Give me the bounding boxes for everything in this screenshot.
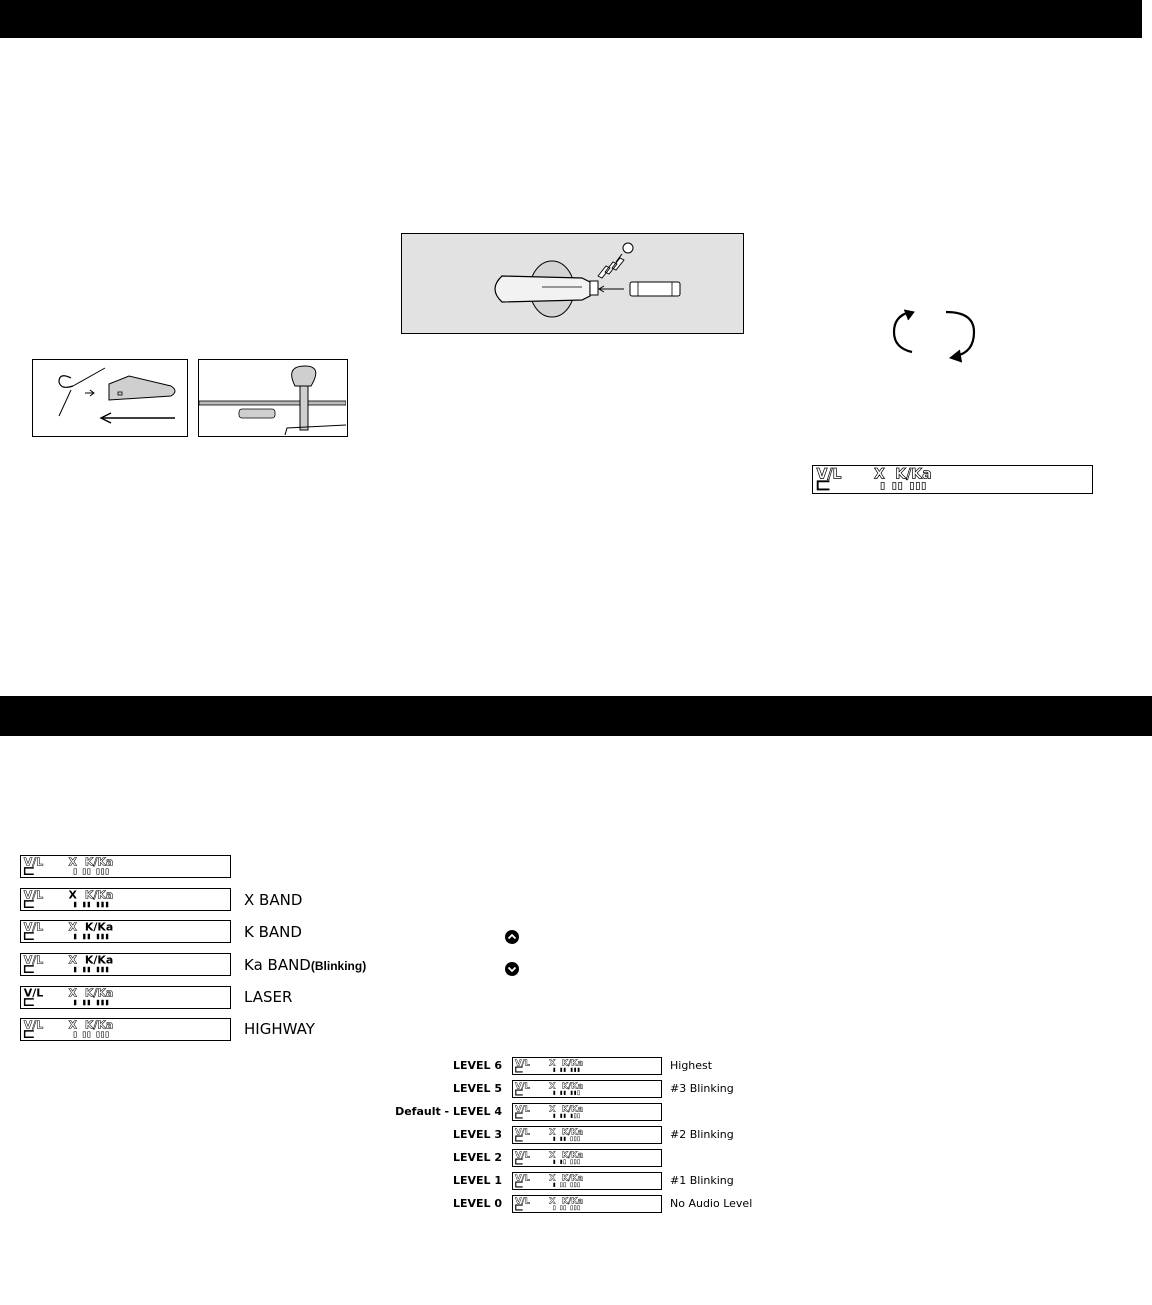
lcd-signal-bar	[893, 482, 896, 489]
lcd-vl-segment: V/L	[515, 1173, 530, 1183]
lcd-city-segment	[516, 1113, 523, 1118]
level-note: #1 Blinking	[670, 1174, 734, 1187]
lcd-signal-bar	[571, 1068, 573, 1072]
lcd-signal-bar	[574, 1206, 576, 1210]
lcd-signal-bar	[574, 1183, 576, 1187]
level-note: No Audio Level	[670, 1197, 753, 1210]
lcd-signal-bar	[83, 1000, 85, 1005]
lcd-kka-segment: K/Ka	[84, 987, 114, 1000]
lcd-signal-bar	[553, 1183, 555, 1187]
fuse-plug-illustration	[401, 233, 744, 334]
lcd-city-segment	[516, 1136, 523, 1141]
lcd-vl-segment: V/L	[515, 1104, 530, 1114]
mount-illustration	[198, 359, 348, 437]
lcd-signal-bar	[97, 1032, 99, 1037]
lcd-signal-bar	[88, 967, 90, 972]
lcd-signal-bar	[571, 1183, 573, 1187]
level-note: #2 Blinking	[670, 1128, 734, 1141]
lcd-signal-bar	[560, 1183, 562, 1187]
lcd-signal-bar	[578, 1068, 580, 1072]
lcd-signal-bar	[74, 902, 76, 907]
clip-illustration	[32, 359, 188, 437]
lcd-vl-segment: V/L	[816, 466, 842, 483]
lcd-city-segment	[25, 999, 34, 1005]
lcd-signal-bar	[74, 1032, 76, 1037]
lcd-signal-bar	[881, 482, 884, 489]
lcd-kka-segment: K/Ka	[84, 921, 114, 934]
lcd-vl-segment: V/L	[23, 921, 44, 934]
level-label: LEVEL 2	[452, 1151, 502, 1164]
lcd-signal-bar	[578, 1206, 580, 1210]
band-display	[20, 888, 231, 911]
band-display	[20, 920, 231, 943]
lcd-x-segment: X	[68, 856, 77, 869]
lcd-city-segment	[516, 1090, 523, 1095]
lcd-signal-bar	[74, 934, 76, 939]
lcd-signal-bar	[564, 1068, 566, 1072]
lcd-signal-bar	[560, 1114, 562, 1118]
section-header-bar	[0, 696, 1152, 736]
lcd-signal-bar	[83, 902, 85, 907]
lcd-signal-bar	[83, 1032, 85, 1037]
level-display	[512, 1103, 662, 1121]
cycle-arrows-icon	[886, 306, 982, 366]
lcd-signal-bar	[578, 1114, 580, 1118]
lcd-signal-bar	[74, 869, 76, 874]
lcd-kka-segment: K/Ka	[84, 954, 114, 967]
lcd-kka-segment: K/Ka	[561, 1150, 584, 1160]
lcd-signal-bar	[74, 1000, 76, 1005]
band-display	[20, 953, 231, 976]
level-display	[512, 1172, 662, 1190]
lcd-signal-bar	[83, 869, 85, 874]
level-display	[512, 1149, 662, 1167]
lcd-signal-bar	[97, 902, 99, 907]
lcd-signal-bar	[564, 1183, 566, 1187]
lcd-signal-bar	[88, 869, 90, 874]
lcd-signal-bar	[553, 1114, 555, 1118]
level-label: LEVEL 3	[452, 1128, 502, 1141]
lcd-signal-bar	[101, 934, 103, 939]
lcd-signal-bar	[553, 1068, 555, 1072]
lcd-vl-segment: V/L	[23, 987, 44, 1000]
level-label: Default - LEVEL 4	[395, 1105, 502, 1118]
lcd-signal-bar	[101, 1000, 103, 1005]
band-label: HIGHWAY	[244, 1020, 315, 1038]
lcd-signal-bar	[101, 1032, 103, 1037]
level-label: LEVEL 1	[452, 1174, 502, 1187]
lcd-signal-bar	[571, 1091, 573, 1095]
lcd-city-segment	[25, 1031, 34, 1037]
lcd-vl-segment: V/L	[23, 889, 44, 902]
lcd-x-segment: X	[549, 1150, 556, 1160]
lcd-signal-bar	[899, 482, 902, 489]
lcd-signal-bar	[564, 1206, 566, 1210]
lcd-signal-bar	[553, 1137, 555, 1141]
lcd-city-segment	[25, 868, 34, 874]
lcd-kka-segment: K/Ka	[84, 889, 114, 902]
lcd-signal-bar	[101, 902, 103, 907]
lcd-signal-bar	[578, 1160, 580, 1164]
lcd-signal-bar	[574, 1137, 576, 1141]
lcd-signal-bar	[106, 902, 108, 907]
lcd-x-segment: X	[549, 1127, 556, 1137]
lcd-city-segment	[516, 1159, 523, 1164]
lcd-signal-bar	[578, 1091, 580, 1095]
lcd-kka-segment: K/Ka	[561, 1058, 584, 1068]
lcd-city-segment	[25, 966, 34, 972]
level-label: LEVEL 0	[452, 1197, 502, 1210]
lcd-city-segment	[516, 1205, 523, 1210]
level-label: LEVEL 5	[452, 1082, 502, 1095]
level-display	[512, 1126, 662, 1144]
lcd-x-segment: X	[549, 1104, 556, 1114]
lcd-vl-segment: V/L	[23, 954, 44, 967]
band-display	[20, 986, 231, 1009]
top-header-bar	[0, 0, 1142, 38]
lcd-signal-bar	[922, 482, 925, 489]
lcd-signal-bar	[101, 967, 103, 972]
down-arrow-icon	[505, 962, 519, 976]
lcd-vl-segment: V/L	[515, 1196, 530, 1206]
lcd-signal-bar	[578, 1137, 580, 1141]
lcd-kka-segment: K/Ka	[561, 1196, 584, 1206]
lcd-x-segment: X	[549, 1173, 556, 1183]
lcd-signal-bar	[574, 1068, 576, 1072]
lcd-signal-bar	[571, 1137, 573, 1141]
lcd-signal-bar	[574, 1091, 576, 1095]
band-label: LASER	[244, 988, 293, 1006]
lcd-signal-bar	[560, 1160, 562, 1164]
lcd-signal-bar	[564, 1114, 566, 1118]
band-label: K BAND	[244, 923, 302, 941]
lcd-vl-segment: V/L	[23, 1019, 44, 1032]
band-display	[20, 1018, 231, 1041]
lcd-x-segment: X	[68, 921, 77, 934]
band-label: X BAND	[244, 891, 303, 909]
lcd-x-segment: X	[68, 1019, 77, 1032]
lcd-vl-segment: V/L	[515, 1127, 530, 1137]
lcd-signal-bar	[97, 967, 99, 972]
lcd-x-segment: X	[549, 1058, 556, 1068]
lcd-signal-bar	[574, 1160, 576, 1164]
lcd-signal-bar	[560, 1091, 562, 1095]
lcd-signal-bar	[97, 1000, 99, 1005]
level-label: LEVEL 6	[452, 1059, 502, 1072]
lcd-signal-bar	[88, 902, 90, 907]
lcd-signal-bar	[74, 967, 76, 972]
lcd-kka-segment: K/Ka	[84, 1019, 114, 1032]
lcd-kka-segment: K/Ka	[561, 1127, 584, 1137]
lcd-signal-bar	[106, 934, 108, 939]
lcd-signal-bar	[560, 1206, 562, 1210]
lcd-signal-bar	[88, 1032, 90, 1037]
level-note: Highest	[670, 1059, 713, 1072]
lcd-signal-bar	[553, 1160, 555, 1164]
lcd-signal-bar	[97, 934, 99, 939]
band-note: (Blinking)	[310, 959, 367, 973]
band-display	[20, 855, 231, 878]
lcd-vl-segment: V/L	[515, 1058, 530, 1068]
lcd-signal-bar	[560, 1068, 562, 1072]
up-arrow-icon	[505, 930, 519, 944]
lcd-kka-segment: K/Ka	[561, 1173, 584, 1183]
lcd-kka-segment: K/Ka	[84, 856, 114, 869]
lcd-signal-bar	[564, 1137, 566, 1141]
lcd-signal-bar	[83, 967, 85, 972]
lcd-city-segment	[516, 1182, 523, 1187]
lcd-kka-segment: K/Ka	[561, 1081, 584, 1091]
lcd-vl-segment: V/L	[515, 1150, 530, 1160]
lcd-signal-bar	[560, 1137, 562, 1141]
lcd-signal-bar	[564, 1160, 566, 1164]
lcd-x-segment: X	[68, 987, 77, 1000]
lcd-x-segment: X	[68, 954, 77, 967]
lcd-signal-bar	[97, 869, 99, 874]
lcd-signal-bar	[553, 1091, 555, 1095]
lcd-vl-segment: V/L	[515, 1081, 530, 1091]
lcd-city-segment	[818, 481, 830, 489]
lcd-signal-bar	[106, 1000, 108, 1005]
lcd-signal-bar	[106, 869, 108, 874]
lcd-signal-bar	[106, 967, 108, 972]
level-display	[512, 1057, 662, 1075]
lcd-signal-bar	[553, 1206, 555, 1210]
lcd-kka-segment: K/Ka	[561, 1104, 584, 1114]
lcd-signal-bar	[574, 1114, 576, 1118]
band-label: Ka BAND(Blinking)	[244, 956, 367, 974]
lcd-vl-segment: V/L	[23, 856, 44, 869]
lcd-x-segment: X	[549, 1081, 556, 1091]
level-display	[512, 1080, 662, 1098]
lcd-city-segment	[25, 933, 34, 939]
lcd-kka-segment: K/Ka	[895, 466, 932, 483]
lcd-signal-bar	[88, 1000, 90, 1005]
lcd-signal-bar	[916, 482, 919, 489]
lcd-x-segment: X	[68, 889, 77, 902]
level-note: #3 Blinking	[670, 1082, 734, 1095]
level-display	[512, 1195, 662, 1213]
lcd-signal-bar	[571, 1114, 573, 1118]
lcd-signal-bar	[106, 1032, 108, 1037]
lcd-signal-bar	[571, 1160, 573, 1164]
lcd-x-segment: X	[874, 466, 885, 483]
lcd-signal-bar	[88, 934, 90, 939]
display-panel-top	[812, 465, 1093, 494]
lcd-signal-bar	[564, 1091, 566, 1095]
lcd-signal-bar	[83, 934, 85, 939]
lcd-city-segment	[25, 901, 34, 907]
lcd-x-segment: X	[549, 1196, 556, 1206]
lcd-signal-bar	[910, 482, 913, 489]
lcd-signal-bar	[578, 1183, 580, 1187]
lcd-signal-bar	[571, 1206, 573, 1210]
lcd-city-segment	[516, 1067, 523, 1072]
lcd-signal-bar	[101, 869, 103, 874]
